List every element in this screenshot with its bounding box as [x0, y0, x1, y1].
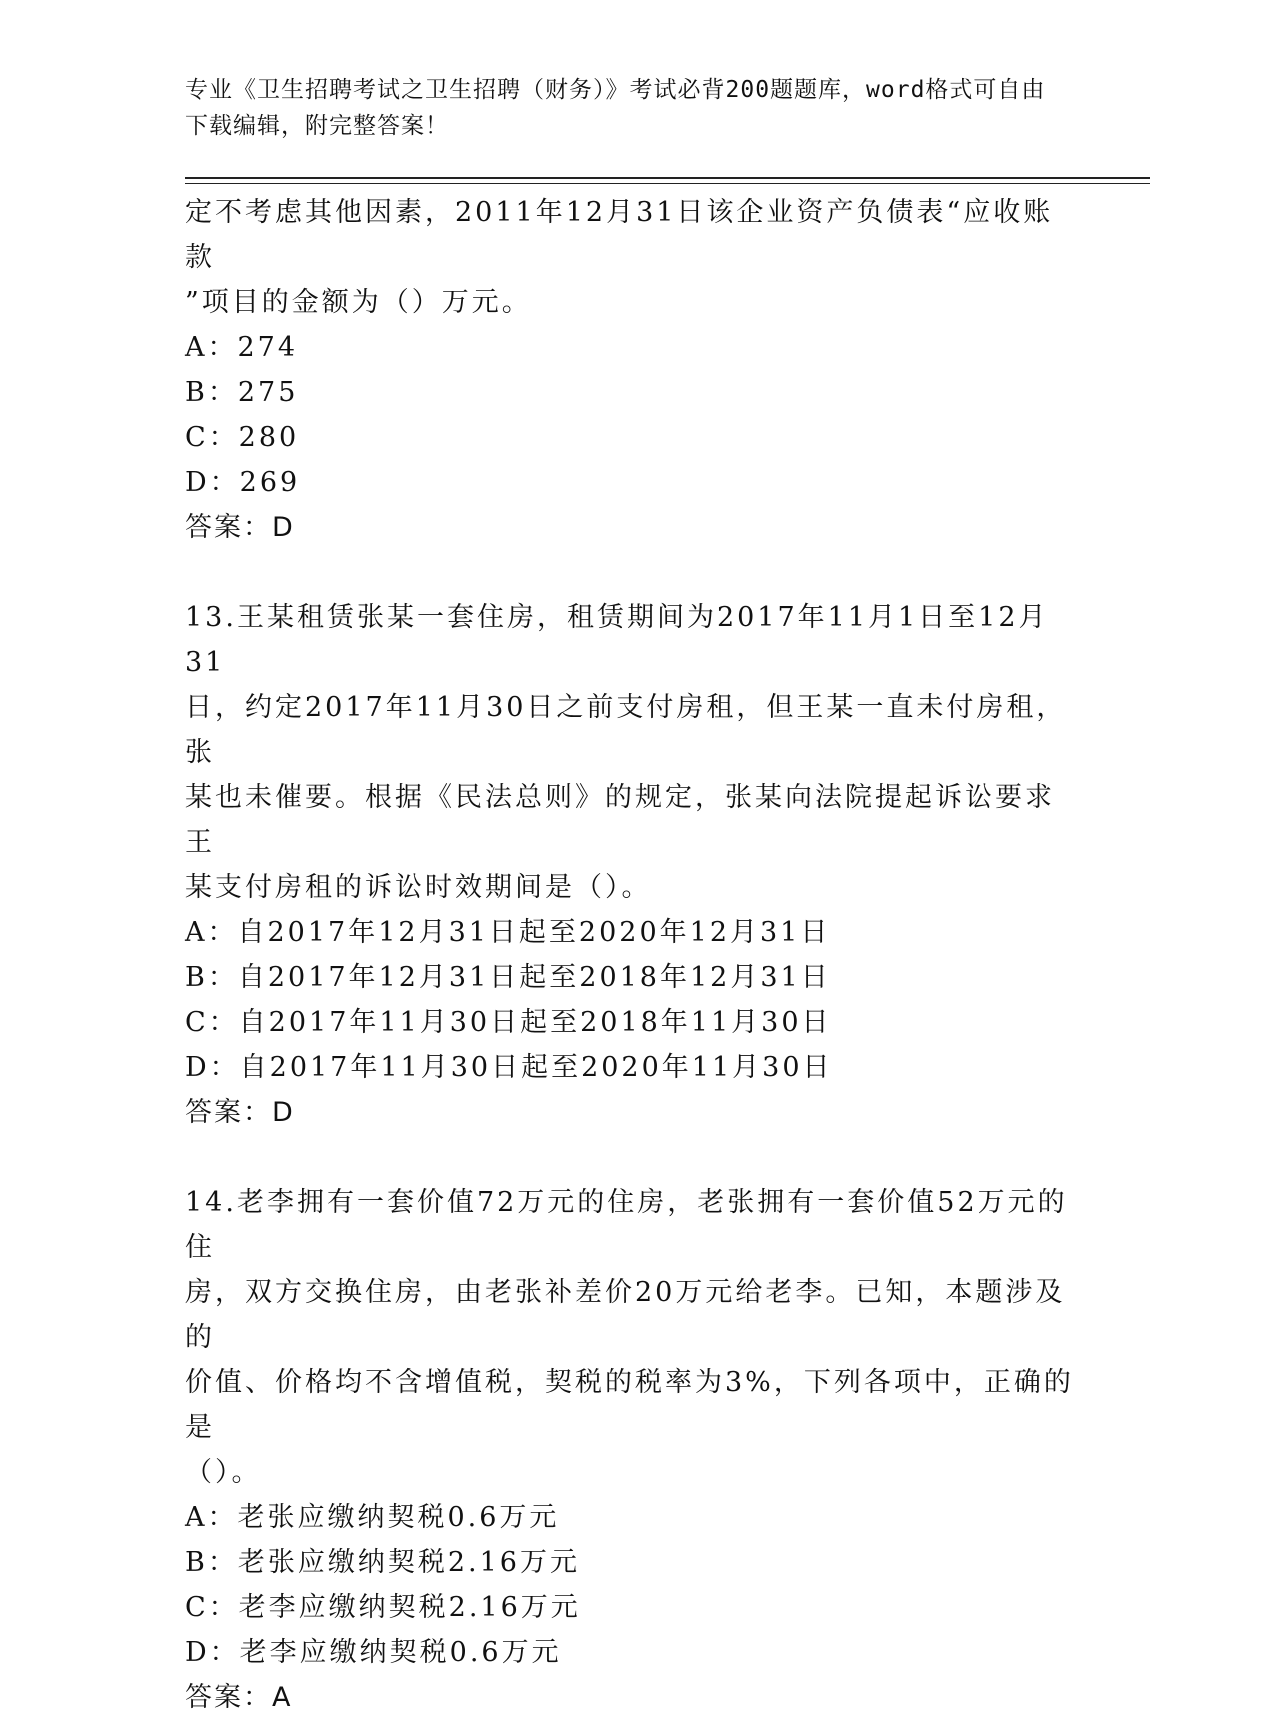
- option-c: C：280: [185, 422, 300, 453]
- question-14: [185, 1180, 1075, 1720]
- answer-line: 答案：A: [185, 1682, 293, 1713]
- answer-line: 答案：D: [185, 1097, 295, 1128]
- question-stem-line: 14.老李拥有一套价值72万元的住房，老张拥有一套价值52万元的住: [185, 1187, 1068, 1263]
- question-stem-line: 某也未催要。根据《民法总则》的规定，张某向法院提起诉讼要求王: [185, 782, 1055, 858]
- option-c: C：老李应缴纳契税2.16万元: [185, 1592, 581, 1623]
- question-stem-line: （）。: [185, 1457, 262, 1488]
- document-header: [185, 72, 1065, 144]
- answer-line: 答案：D: [185, 512, 295, 543]
- question-12: [185, 190, 1075, 550]
- question-stem-line: 房，双方交换住房，由老张补差价20万元给老李。已知，本题涉及的: [185, 1277, 1066, 1353]
- header-title: 专业《卫生招聘考试之卫生招聘（财务）》考试必背200题题库，word格式可自由下载编辑，附完整答案！: [185, 77, 1046, 139]
- spacer: [185, 550, 1075, 595]
- question-list: [185, 190, 1075, 1720]
- question-stem-line: 定不考虑其他因素，2011年12月31日该企业资产负债表“应收账款: [185, 197, 1054, 273]
- option-a: A：自2017年12月31日起至2020年12月31日: [185, 917, 831, 948]
- option-b: B：275: [185, 377, 299, 408]
- option-b: B：自2017年12月31日起至2018年12月31日: [185, 962, 831, 993]
- question-stem-line: 日，约定2017年11月30日之前支付房租，但王某一直未付房租，张: [185, 692, 1067, 768]
- question-stem-line: 13.王某租赁张某一套住房，租赁期间为2017年11月1日至12月31: [185, 602, 1049, 678]
- option-a: A：274: [185, 332, 299, 363]
- option-c: C：自2017年11月30日起至2018年11月30日: [185, 1007, 832, 1038]
- question-13: [185, 595, 1075, 1135]
- spacer: [185, 1135, 1075, 1180]
- option-d: D：老李应缴纳契税0.6万元: [185, 1637, 562, 1668]
- header-rule-thin: [185, 183, 1150, 184]
- option-b: B：老张应缴纳契税2.16万元: [185, 1547, 580, 1578]
- option-a: A：老张应缴纳契税0.6万元: [185, 1502, 560, 1533]
- option-d: D：269: [185, 467, 301, 498]
- question-stem-line: ”项目的金额为（）万元。: [185, 287, 532, 318]
- question-stem-line: 某支付房租的诉讼时效期间是（）。: [185, 872, 652, 903]
- option-d: D：自2017年11月30日起至2020年11月30日: [185, 1052, 833, 1083]
- question-stem-line: 价值、价格均不含增值税，契税的税率为3%，下列各项中，正确的是: [185, 1367, 1074, 1443]
- header-rule-thick: [185, 177, 1150, 179]
